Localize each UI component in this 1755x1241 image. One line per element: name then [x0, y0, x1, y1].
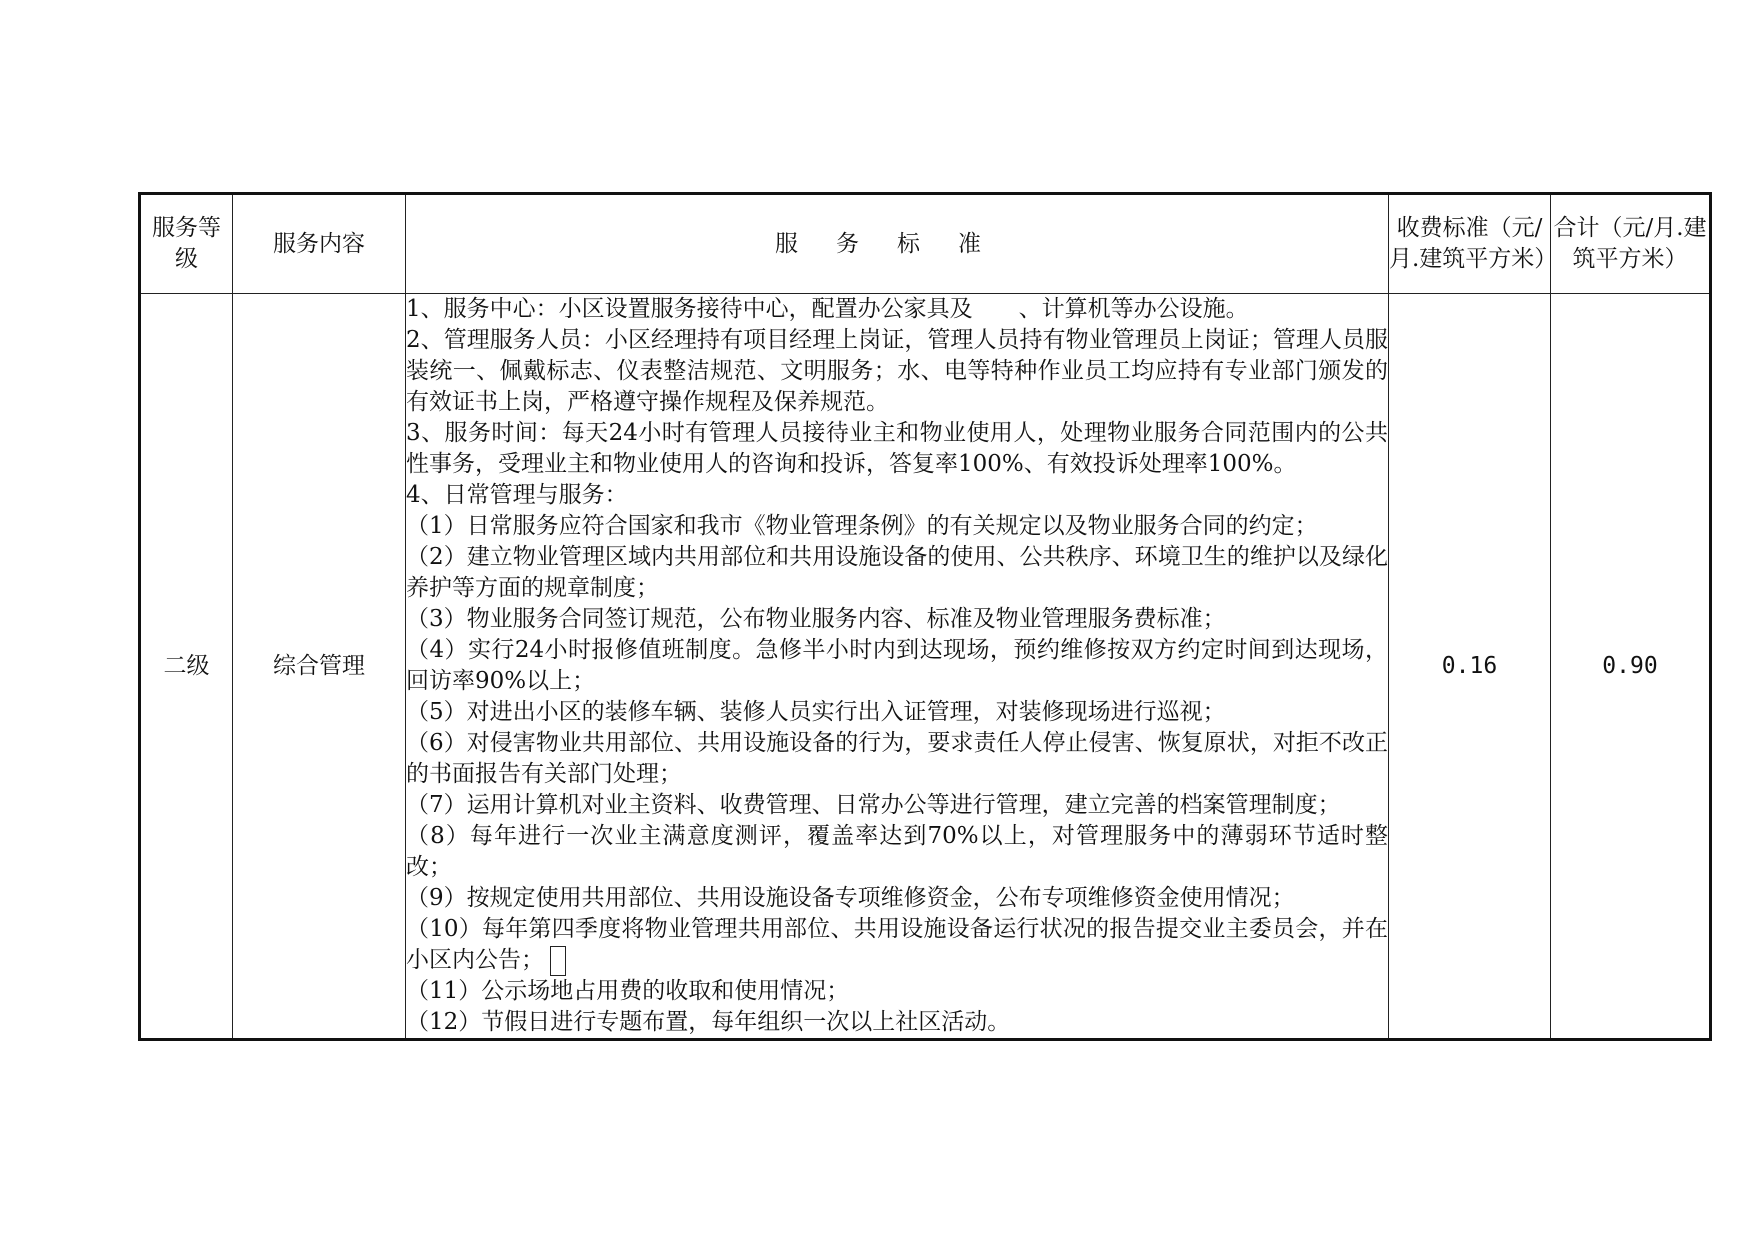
header-service-standard: 服务标准	[406, 194, 1389, 294]
standard-item: 4、日常管理与服务：	[406, 482, 628, 508]
standard-item: （5）对进出小区的装修车辆、装修人员实行出入证管理，对装修现场进行巡视；	[406, 699, 1226, 725]
standard-item: 1、服务中心：小区设置服务接待中心，配置办公家具及 、计算机等办公设施。	[406, 296, 1249, 322]
service-level-cell: 二级	[140, 294, 233, 1040]
standard-item: （4）实行24小时报修值班制度。急修半小时内到达现场，预约维修按双方约定时间到达现场，回访率90%以上；	[406, 637, 1388, 694]
standard-item: 2、管理服务人员：小区经理持有项目经理上岗证，管理人员持有物业管理员上岗证；管理人员服装统一、佩戴标志、仪表整洁规范、文明服务；水、电等特种作业员工均应持有专业部门颁发的有效证书上岗，严格遵守操作规程及保养规范。	[406, 327, 1388, 415]
header-service-level: 服务等级	[140, 194, 233, 294]
standard-item: 3、服务时间：每天24小时有管理人员接待业主和物业使用人，处理物业服务合同范围内的公共性事务，受理业主和物业使用人的咨询和投诉，答复率100%、有效投诉处理率100%。	[406, 420, 1388, 477]
standard-item-10-wrapper	[406, 914, 1388, 976]
standard-item: （1）日常服务应符合国家和我市《物业管理条例》的有关规定以及物业服务合同的约定；	[406, 513, 1318, 539]
total-cell: 0.90	[1551, 294, 1711, 1040]
standard-item: （9）按规定使用共用部位、共用设施设备专项维修资金，公布专项维修资金使用情况；	[406, 885, 1295, 911]
service-standard-cell	[406, 294, 1389, 1040]
service-content-cell: 综合管理	[233, 294, 406, 1040]
fee-standard-cell: 0.16	[1389, 294, 1551, 1040]
table-header-row	[140, 194, 1711, 294]
standard-item: （2）建立物业管理区域内共用部位和共用设施设备的使用、公共秩序、环境卫生的维护以及绿化养护等方面的规章制度；	[406, 544, 1388, 601]
service-standard-table	[138, 192, 1712, 1041]
standard-item: （8）每年进行一次业主满意度测评，覆盖率达到70%以上，对管理服务中的薄弱环节适时整改；	[406, 823, 1388, 880]
header-total: 合计（元/月.建筑平方米）	[1551, 194, 1711, 294]
standard-item: （3）物业服务合同签订规范，公布物业服务内容、标准及物业管理服务费标准；	[406, 606, 1226, 632]
empty-box-icon	[550, 946, 566, 976]
standard-item: （12）节假日进行专题布置，每年组织一次以上社区活动。	[406, 1009, 1011, 1035]
standard-item: （7）运用计算机对业主资料、收费管理、日常办公等进行管理，建立完善的档案管理制度；	[406, 792, 1341, 818]
standard-item: （11）公示场地占用费的收取和使用情况；	[406, 978, 850, 1004]
header-fee-standard: 收费标准（元/月.建筑平方米）	[1389, 194, 1551, 294]
header-service-content: 服务内容	[233, 194, 406, 294]
table-row	[140, 294, 1711, 1040]
standard-item: （10）每年第四季度将物业管理共用部位、共用设施设备运行状况的报告提交业主委员会，并在小区内公告；	[406, 916, 1388, 973]
standard-item: （6）对侵害物业共用部位、共用设施设备的行为，要求责任人停止侵害、恢复原状，对拒不改正的书面报告有关部门处理；	[406, 730, 1388, 787]
